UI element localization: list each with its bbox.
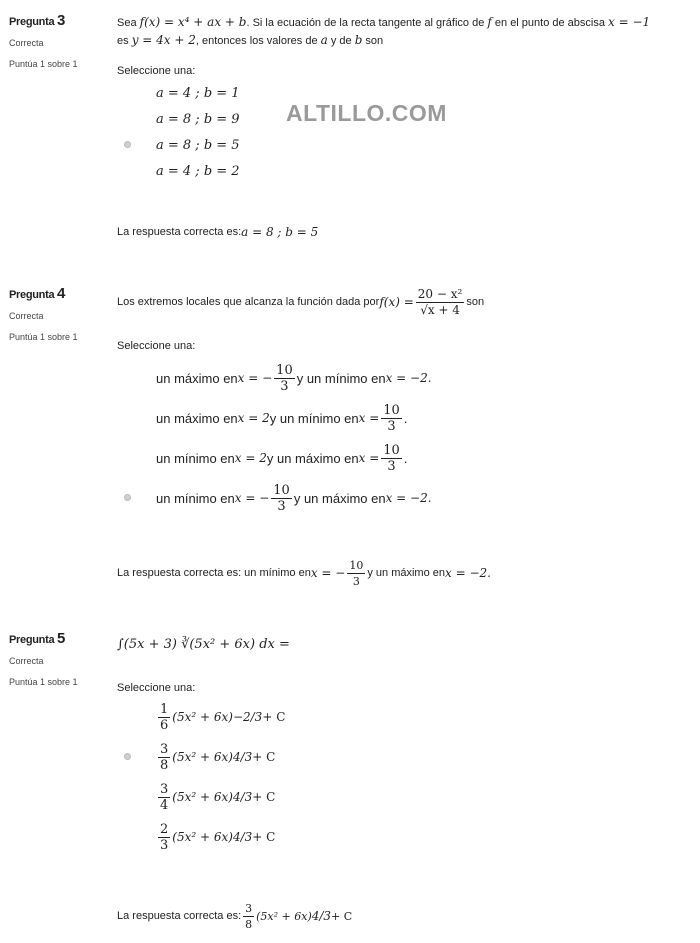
select-prompt: Seleccione una:: [117, 340, 196, 352]
text: y un máximo en: [367, 567, 445, 579]
text: y un mínimo en: [296, 370, 386, 386]
text: , entonces los valores de: [195, 35, 321, 47]
answer-option[interactable]: [0, 156, 700, 186]
option-label[interactable]: [156, 399, 407, 437]
math: x = −1: [608, 15, 651, 29]
denominator: 3: [387, 418, 396, 434]
question-title: [9, 12, 109, 29]
correct-answer: [117, 555, 491, 591]
math: x = −2.: [385, 491, 432, 505]
math: x = −2.: [385, 371, 432, 385]
numerator: 10: [276, 362, 293, 378]
answer-label: La respuesta correcta es: un mínimo en: [117, 567, 311, 579]
math: (5x² + 6x): [172, 750, 233, 764]
question-number: 3: [57, 12, 66, 29]
numerator: 10: [383, 442, 400, 458]
math: x = −: [310, 566, 346, 580]
math: f: [487, 15, 492, 29]
option-label[interactable]: [156, 698, 285, 736]
text: y un máximo en: [293, 490, 386, 506]
radio-selected-icon[interactable]: [124, 494, 131, 501]
question-title: [9, 285, 109, 302]
exponent: 4/3: [232, 750, 253, 764]
math: (5x² + 6x): [172, 790, 233, 804]
numerator: 10: [349, 558, 364, 572]
fraction: [158, 702, 170, 733]
exponent: 4/3: [232, 830, 253, 844]
fraction: [271, 483, 292, 514]
text: son: [466, 296, 485, 308]
math: x = −: [237, 371, 273, 385]
exponent: −2/3: [232, 710, 263, 724]
text: Los extremos locales que alcanza la función dada por: [117, 296, 380, 308]
answer-label: La respuesta correcta es:: [117, 226, 242, 238]
answer-math: a = 8 ; b = 5: [241, 225, 319, 239]
text: . Si la ecuación de la recta tangente al gráfico de: [246, 17, 488, 29]
fraction: [158, 742, 170, 773]
question-grade: Puntúa 1 sobre 1: [9, 59, 78, 69]
math: f(x) = x⁴ + ax + b: [139, 15, 247, 29]
fraction: [416, 287, 465, 318]
math: + C: [262, 710, 286, 724]
question-label: Pregunta: [9, 289, 55, 301]
question-text: [117, 287, 484, 318]
answer-option[interactable]: [0, 818, 700, 856]
text: un máximo en: [156, 370, 238, 386]
math: b: [354, 33, 363, 47]
answer-option[interactable]: [0, 778, 700, 816]
math: (5x² + 6x): [172, 830, 233, 844]
math: x =: [358, 451, 380, 465]
option-label[interactable]: [156, 479, 432, 517]
option-label[interactable]: a = 4 ; b = 2: [156, 163, 240, 179]
exponent: 4/3: [311, 909, 332, 923]
numerator: 20 − x²: [417, 287, 463, 301]
correct-answer: [117, 225, 318, 239]
fraction: [158, 822, 170, 853]
numerator: 1: [160, 701, 169, 717]
fraction: [381, 403, 402, 434]
select-prompt: Seleccione una:: [117, 682, 196, 694]
numerator: 3: [160, 741, 169, 757]
denominator: 3: [277, 498, 286, 514]
math: + C: [252, 750, 276, 764]
math: f(x) =: [379, 295, 414, 309]
denominator: 8: [245, 917, 253, 931]
question-text: ∫(5x + 3) ∛(5x² + 6x) dx =: [117, 637, 290, 652]
math: x = 2: [234, 451, 267, 465]
text: Sea: [117, 17, 140, 29]
correct-answer: [117, 898, 352, 934]
text: son: [362, 35, 384, 47]
option-label[interactable]: a = 4 ; b = 1: [156, 85, 240, 101]
math: (5x² + 6x): [256, 909, 312, 923]
option-label[interactable]: a = 8 ; b = 9: [156, 111, 240, 127]
text: .: [403, 410, 408, 426]
option-label[interactable]: [156, 778, 275, 816]
option-label[interactable]: [156, 738, 275, 776]
numerator: 10: [383, 402, 400, 418]
question-info: [9, 630, 109, 687]
denominator: 3: [160, 837, 169, 853]
math: x = −2.: [445, 566, 491, 580]
denominator: √x + 4: [420, 303, 460, 317]
question-number: 5: [57, 630, 66, 647]
fraction: [243, 901, 254, 932]
question-number: 4: [57, 285, 66, 302]
question-grade: Puntúa 1 sobre 1: [9, 677, 78, 687]
math: y = 4x + 2: [131, 33, 196, 47]
radio-selected-icon[interactable]: [124, 141, 131, 148]
text: en el punto de abscisa: [491, 17, 609, 29]
answer-option[interactable]: [0, 698, 700, 736]
denominator: 3: [387, 458, 396, 474]
option-label[interactable]: [156, 359, 432, 397]
math: x =: [358, 411, 380, 425]
numerator: 3: [245, 901, 253, 915]
option-label[interactable]: [156, 818, 275, 856]
text: es: [117, 35, 132, 47]
radio-selected-icon[interactable]: [124, 753, 131, 760]
fraction: [347, 558, 365, 589]
numerator: 3: [160, 781, 169, 797]
fraction: [274, 363, 295, 394]
math: + C: [252, 790, 276, 804]
option-label[interactable]: [156, 439, 407, 477]
option-label[interactable]: a = 8 ; b = 5: [156, 137, 240, 153]
text: y un mínimo en: [269, 410, 359, 426]
text: y de: [327, 35, 355, 47]
question-text: [117, 14, 677, 50]
math: + C: [331, 909, 353, 923]
text: un máximo en: [156, 410, 238, 426]
answer-label: La respuesta correcta es:: [117, 910, 242, 922]
numerator: 2: [160, 821, 169, 837]
question-label: Pregunta: [9, 634, 55, 646]
text: un mínimo en: [156, 450, 235, 466]
question-state: Correcta: [9, 656, 44, 666]
question-label: Pregunta: [9, 16, 55, 28]
answer-option[interactable]: [0, 359, 700, 397]
math: x = −: [234, 491, 270, 505]
denominator: 3: [352, 574, 360, 588]
fraction: [158, 782, 170, 813]
denominator: 6: [160, 717, 169, 733]
denominator: 3: [280, 378, 289, 394]
watermark-text: ALTILLO.COM: [286, 100, 447, 126]
question-info: [9, 285, 109, 342]
question-state: Correcta: [9, 38, 44, 48]
numerator: 10: [273, 482, 290, 498]
text: un mínimo en: [156, 490, 235, 506]
text: y un máximo en: [266, 450, 359, 466]
question-grade: Puntúa 1 sobre 1: [9, 332, 78, 342]
math: + C: [252, 830, 276, 844]
answer-option[interactable]: [0, 399, 700, 437]
select-prompt: Seleccione una:: [117, 65, 196, 77]
math: (5x² + 6x): [172, 710, 233, 724]
math: x = 2: [237, 411, 270, 425]
answer-option[interactable]: [0, 439, 700, 477]
denominator: 4: [160, 797, 169, 813]
question-info: [9, 12, 109, 69]
question-title: [9, 630, 109, 647]
exponent: 4/3: [232, 790, 253, 804]
answer-option[interactable]: [0, 738, 700, 776]
answer-option[interactable]: [0, 479, 700, 517]
question-state: Correcta: [9, 311, 44, 321]
text: .: [403, 450, 408, 466]
denominator: 8: [160, 757, 169, 773]
fraction: [381, 443, 402, 474]
math: a: [320, 33, 328, 47]
